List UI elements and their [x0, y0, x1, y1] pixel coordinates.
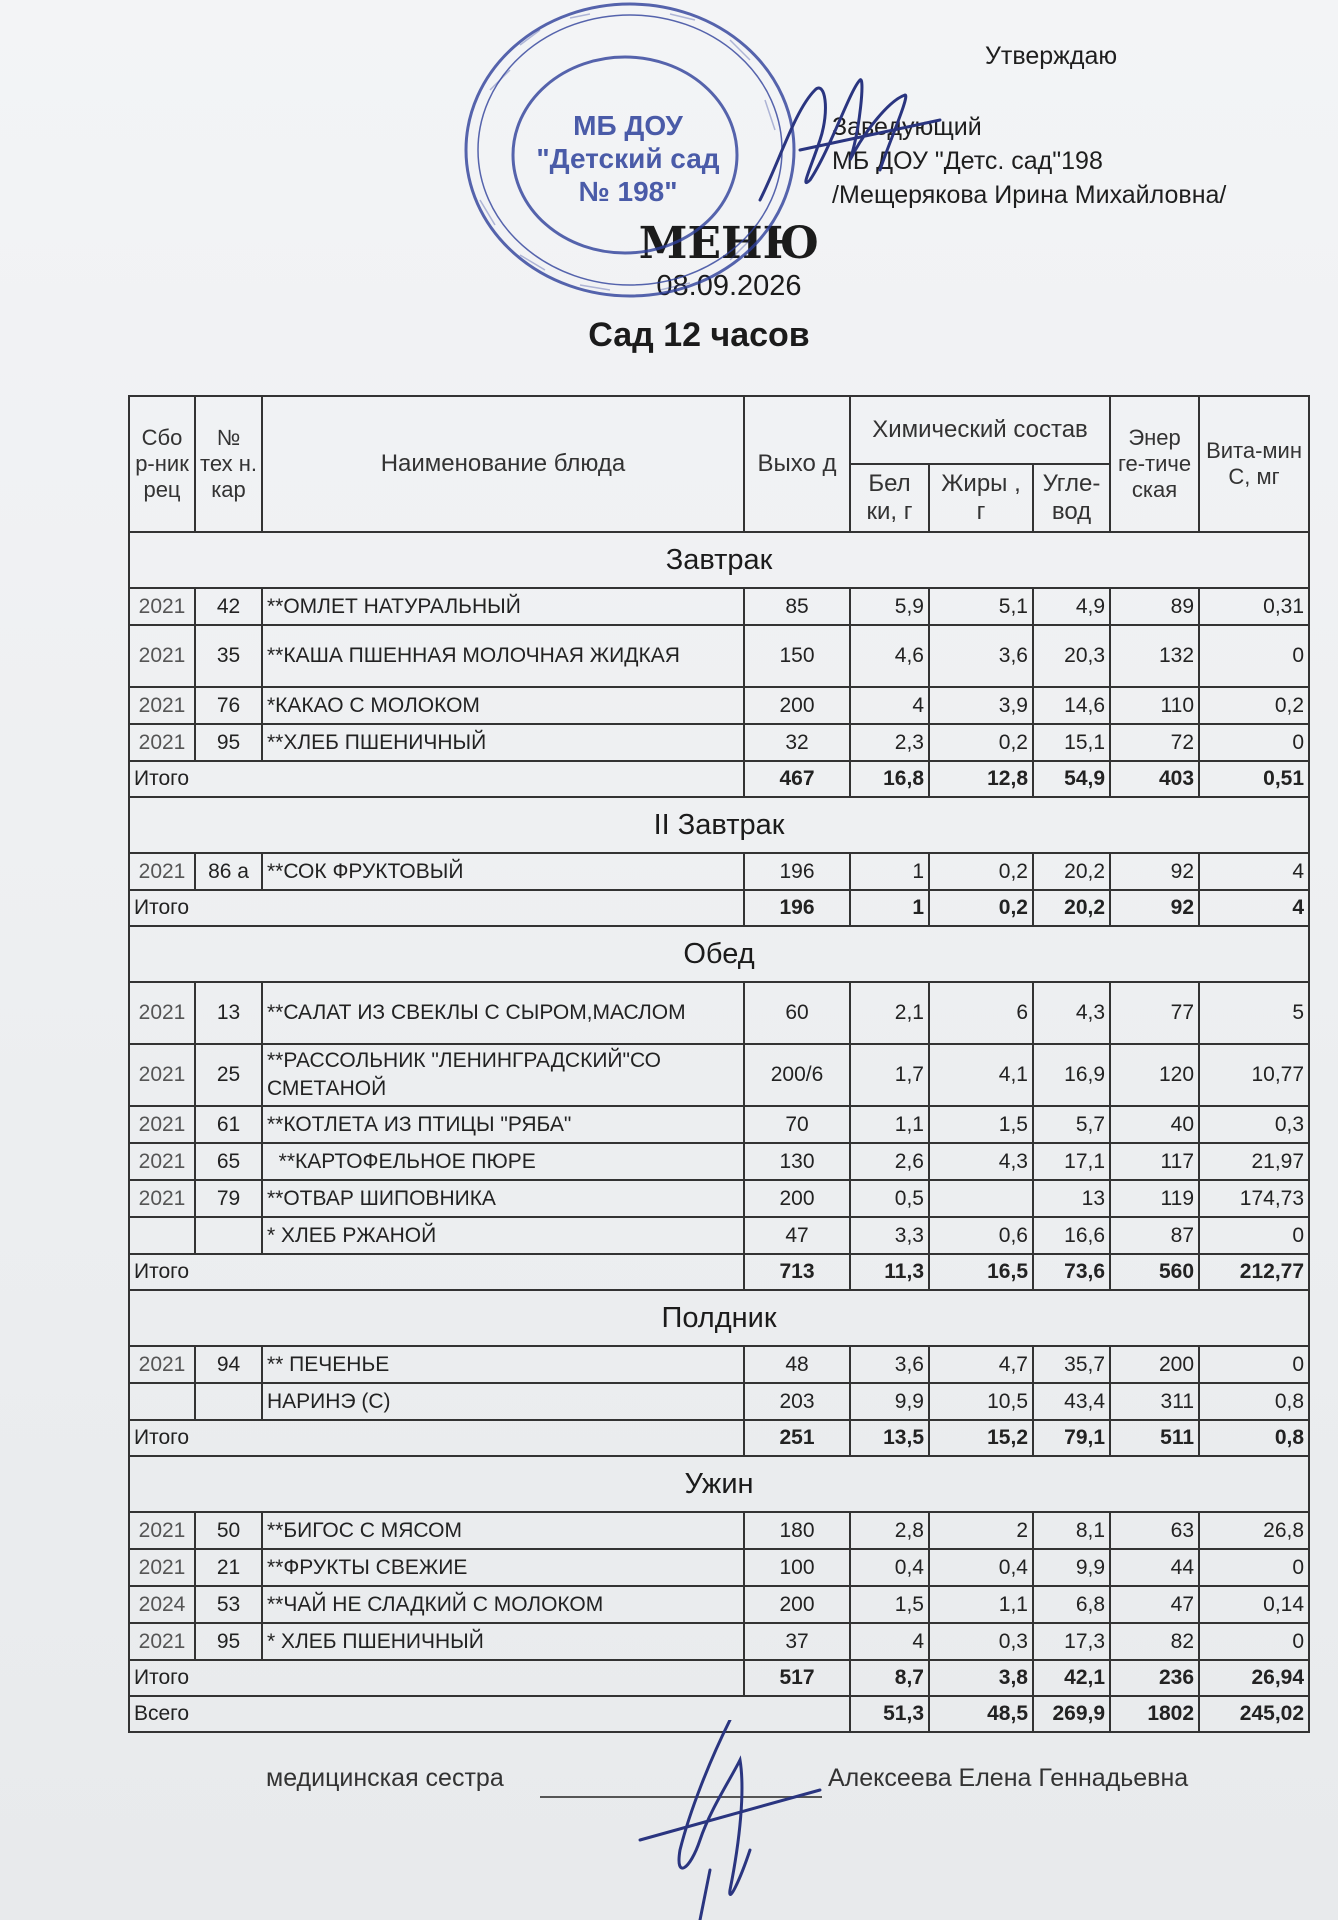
cell-carbs: 4,3	[1033, 982, 1110, 1044]
total-proteins: 8,7	[850, 1660, 929, 1696]
cell-tech-card: 65	[195, 1143, 262, 1180]
approval-position: Заведующий	[832, 113, 982, 141]
cell-carbs: 13	[1033, 1180, 1110, 1217]
cell-energy: 200	[1110, 1346, 1199, 1383]
section-header-row	[129, 797, 1309, 853]
cell-yield: 200	[744, 1586, 850, 1623]
cell-energy: 120	[1110, 1044, 1199, 1106]
cell-carbs: 43,4	[1033, 1383, 1110, 1420]
cell-tech-card: 25	[195, 1044, 262, 1106]
cell-yield: 60	[744, 982, 850, 1044]
cell-tech-card: 13	[195, 982, 262, 1044]
director-signature	[740, 50, 970, 230]
seal-line1: МБ ДОУ	[573, 110, 683, 141]
header-fats: Жиры , г	[929, 464, 1033, 532]
cell-vitamin-c: 0	[1199, 1217, 1309, 1254]
cell-energy: 119	[1110, 1180, 1199, 1217]
cell-proteins: 4,6	[850, 625, 929, 687]
cell-energy: 92	[1110, 853, 1199, 890]
cell-energy: 132	[1110, 625, 1199, 687]
cell-tech-card	[195, 1383, 262, 1420]
total-yield: 251	[744, 1420, 850, 1456]
cell-vitamin-c: 0	[1199, 724, 1309, 761]
cell-proteins: 0,5	[850, 1180, 929, 1217]
total-carbs: 54,9	[1033, 761, 1110, 797]
cell-yield: 48	[744, 1346, 850, 1383]
cell-vitamin-c: 0,3	[1199, 1106, 1309, 1143]
cell-energy: 72	[1110, 724, 1199, 761]
cell-fats: 0,4	[929, 1549, 1033, 1586]
table-row	[129, 1346, 1309, 1383]
seal-line2: "Детский сад	[536, 143, 720, 174]
cell-dish-name: **ФРУКТЫ СВЕЖИЕ	[262, 1549, 744, 1586]
section-title: Завтрак	[129, 532, 1309, 588]
menu-title: МЕНЮ	[638, 218, 820, 269]
cell-fats: 10,5	[929, 1383, 1033, 1420]
cell-proteins: 5,9	[850, 588, 929, 625]
table-row	[129, 1623, 1309, 1660]
cell-sbornik: 2021	[129, 1044, 195, 1106]
cell-fats: 6	[929, 982, 1033, 1044]
table-row	[129, 625, 1309, 687]
cell-carbs: 16,6	[1033, 1217, 1110, 1254]
cell-sbornik: 2021	[129, 1549, 195, 1586]
cell-dish-name: **КАША ПШЕННАЯ МОЛОЧНАЯ ЖИДКАЯ	[262, 625, 744, 687]
cell-proteins: 1	[850, 853, 929, 890]
cell-carbs: 17,1	[1033, 1143, 1110, 1180]
total-vitamin-c: 4	[1199, 890, 1309, 926]
cell-dish-name: **ОТВАР ШИПОВНИКА	[262, 1180, 744, 1217]
cell-carbs: 9,9	[1033, 1549, 1110, 1586]
cell-energy: 117	[1110, 1143, 1199, 1180]
cell-sbornik: 2021	[129, 724, 195, 761]
cell-proteins: 0,4	[850, 1549, 929, 1586]
cell-energy: 89	[1110, 588, 1199, 625]
menu-subtitle: Сад 12 часов	[588, 316, 810, 354]
cell-sbornik: 2021	[129, 1623, 195, 1660]
cell-yield: 32	[744, 724, 850, 761]
table-row	[129, 1106, 1309, 1143]
cell-carbs: 4,9	[1033, 588, 1110, 625]
cell-vitamin-c: 174,73	[1199, 1180, 1309, 1217]
total-label: Итого	[129, 761, 744, 797]
total-proteins: 16,8	[850, 761, 929, 797]
cell-tech-card: 95	[195, 724, 262, 761]
cell-fats: 2	[929, 1512, 1033, 1549]
header-energy: Энер ге-тиче ская	[1110, 396, 1199, 532]
table-row	[129, 1549, 1309, 1586]
table-row	[129, 982, 1309, 1044]
cell-fats: 0,6	[929, 1217, 1033, 1254]
cell-sbornik	[129, 1383, 195, 1420]
section-header-row	[129, 532, 1309, 588]
cell-proteins: 4	[850, 1623, 929, 1660]
cell-fats: 3,6	[929, 625, 1033, 687]
cell-vitamin-c: 26,8	[1199, 1512, 1309, 1549]
cell-sbornik: 2021	[129, 982, 195, 1044]
cell-dish-name: **РАССОЛЬНИК "ЛЕНИНГРАДСКИЙ"СО СМЕТАНОЙ	[262, 1044, 744, 1106]
cell-vitamin-c: 0	[1199, 1549, 1309, 1586]
total-vitamin-c: 212,77	[1199, 1254, 1309, 1290]
cell-vitamin-c: 0,31	[1199, 588, 1309, 625]
cell-dish-name: **ЧАЙ НЕ СЛАДКИЙ С МОЛОКОМ	[262, 1586, 744, 1623]
cell-sbornik: 2021	[129, 625, 195, 687]
cell-proteins: 2,3	[850, 724, 929, 761]
grand-total-energy: 1802	[1110, 1696, 1199, 1732]
cell-fats: 0,2	[929, 853, 1033, 890]
cell-sbornik: 2021	[129, 1180, 195, 1217]
cell-fats: 4,1	[929, 1044, 1033, 1106]
total-yield: 196	[744, 890, 850, 926]
approval-title: Утверждаю	[985, 42, 1118, 70]
cell-vitamin-c: 5	[1199, 982, 1309, 1044]
cell-yield: 70	[744, 1106, 850, 1143]
total-yield: 517	[744, 1660, 850, 1696]
total-energy: 236	[1110, 1660, 1199, 1696]
cell-fats: 0,2	[929, 724, 1033, 761]
cell-proteins: 3,3	[850, 1217, 929, 1254]
total-vitamin-c: 26,94	[1199, 1660, 1309, 1696]
header-proteins: Бел ки, г	[850, 464, 929, 532]
section-title: Ужин	[129, 1456, 1309, 1512]
total-vitamin-c: 0,8	[1199, 1420, 1309, 1456]
total-fats: 15,2	[929, 1420, 1033, 1456]
section-header-row	[129, 1290, 1309, 1346]
total-vitamin-c: 0,51	[1199, 761, 1309, 797]
table-row	[129, 724, 1309, 761]
section-title: Обед	[129, 926, 1309, 982]
menu-body	[129, 532, 1309, 1732]
cell-carbs: 6,8	[1033, 1586, 1110, 1623]
cell-yield: 200	[744, 687, 850, 724]
cell-dish-name: НАРИНЭ (С)	[262, 1383, 744, 1420]
cell-carbs: 16,9	[1033, 1044, 1110, 1106]
table-row	[129, 1217, 1309, 1254]
cell-tech-card: 35	[195, 625, 262, 687]
cell-energy: 40	[1110, 1106, 1199, 1143]
total-fats: 3,8	[929, 1660, 1033, 1696]
table-row	[129, 853, 1309, 890]
cell-carbs: 35,7	[1033, 1346, 1110, 1383]
cell-energy: 87	[1110, 1217, 1199, 1254]
section-title: II Завтрак	[129, 797, 1309, 853]
total-label: Итого	[129, 1254, 744, 1290]
header-chemical: Химический состав	[850, 396, 1110, 464]
cell-tech-card: 76	[195, 687, 262, 724]
cell-sbornik: 2021	[129, 1106, 195, 1143]
total-energy: 511	[1110, 1420, 1199, 1456]
seal-line3: № 198"	[578, 176, 678, 207]
approval-name: /Мещерякова Ирина Михайловна/	[832, 181, 1227, 209]
cell-carbs: 20,2	[1033, 853, 1110, 890]
cell-sbornik: 2021	[129, 1143, 195, 1180]
cell-yield: 196	[744, 853, 850, 890]
cell-yield: 37	[744, 1623, 850, 1660]
cell-fats: 0,3	[929, 1623, 1033, 1660]
footer-position: медицинская сестра	[266, 1764, 504, 1792]
cell-dish-name: **САЛАТ ИЗ СВЕКЛЫ С СЫРОМ,МАСЛОМ	[262, 982, 744, 1044]
cell-energy: 47	[1110, 1586, 1199, 1623]
cell-vitamin-c: 0	[1199, 1346, 1309, 1383]
cell-energy: 311	[1110, 1383, 1199, 1420]
cell-tech-card: 53	[195, 1586, 262, 1623]
table-row	[129, 1180, 1309, 1217]
total-yield: 467	[744, 761, 850, 797]
total-proteins: 11,3	[850, 1254, 929, 1290]
cell-yield: 200	[744, 1180, 850, 1217]
cell-dish-name: * ХЛЕБ РЖАНОЙ	[262, 1217, 744, 1254]
cell-yield: 47	[744, 1217, 850, 1254]
cell-tech-card: 50	[195, 1512, 262, 1549]
total-energy: 560	[1110, 1254, 1199, 1290]
section-title: Полдник	[129, 1290, 1309, 1346]
total-fats: 0,2	[929, 890, 1033, 926]
total-label: Итого	[129, 890, 744, 926]
grand-total-proteins: 51,3	[850, 1696, 929, 1732]
total-carbs: 42,1	[1033, 1660, 1110, 1696]
total-fats: 12,8	[929, 761, 1033, 797]
cell-yield: 130	[744, 1143, 850, 1180]
cell-yield: 150	[744, 625, 850, 687]
cell-sbornik: 2021	[129, 853, 195, 890]
total-proteins: 1	[850, 890, 929, 926]
cell-vitamin-c: 0,2	[1199, 687, 1309, 724]
cell-vitamin-c: 0,14	[1199, 1586, 1309, 1623]
total-energy: 92	[1110, 890, 1199, 926]
cell-sbornik: 2024	[129, 1586, 195, 1623]
cell-dish-name: **КОТЛЕТА ИЗ ПТИЦЫ "РЯБА"	[262, 1106, 744, 1143]
header-vitamin-c: Вита-мин С, мг	[1199, 396, 1309, 532]
total-row	[129, 761, 1309, 797]
cell-carbs: 20,3	[1033, 625, 1110, 687]
total-row	[129, 1254, 1309, 1290]
cell-vitamin-c: 0,8	[1199, 1383, 1309, 1420]
cell-dish-name: **БИГОС С МЯСОМ	[262, 1512, 744, 1549]
grand-total-label: Всего	[129, 1696, 850, 1732]
total-row	[129, 1660, 1309, 1696]
cell-proteins: 1,5	[850, 1586, 929, 1623]
cell-yield: 200/6	[744, 1044, 850, 1106]
cell-proteins: 3,6	[850, 1346, 929, 1383]
header-yield: Выхо д	[744, 396, 850, 532]
cell-carbs: 17,3	[1033, 1623, 1110, 1660]
footer-name: Алексеева Елена Геннадьевна	[828, 1764, 1189, 1792]
cell-dish-name: **СОК ФРУКТОВЫЙ	[262, 853, 744, 890]
cell-yield: 180	[744, 1512, 850, 1549]
table-row	[129, 588, 1309, 625]
cell-tech-card	[195, 1217, 262, 1254]
cell-energy: 82	[1110, 1623, 1199, 1660]
total-carbs: 20,2	[1033, 890, 1110, 926]
cell-vitamin-c: 0	[1199, 625, 1309, 687]
cell-vitamin-c: 4	[1199, 853, 1309, 890]
menu-date: 08.09.2026	[656, 270, 802, 302]
header-dish-name: Наименование блюда	[262, 396, 744, 532]
total-carbs: 73,6	[1033, 1254, 1110, 1290]
cell-tech-card: 21	[195, 1549, 262, 1586]
cell-fats: 5,1	[929, 588, 1033, 625]
total-yield: 713	[744, 1254, 850, 1290]
cell-fats: 4,7	[929, 1346, 1033, 1383]
cell-dish-name: **ОМЛЕТ НАТУРАЛЬНЫЙ	[262, 588, 744, 625]
total-row	[129, 890, 1309, 926]
cell-carbs: 15,1	[1033, 724, 1110, 761]
cell-vitamin-c: 10,77	[1199, 1044, 1309, 1106]
cell-energy: 110	[1110, 687, 1199, 724]
cell-vitamin-c: 0	[1199, 1623, 1309, 1660]
table-row	[129, 687, 1309, 724]
table-row	[129, 1512, 1309, 1549]
cell-yield: 100	[744, 1549, 850, 1586]
cell-dish-name: *КАКАО С МОЛОКОМ	[262, 687, 744, 724]
cell-sbornik: 2021	[129, 1346, 195, 1383]
total-proteins: 13,5	[850, 1420, 929, 1456]
header-tech-card: № тех н. кар	[195, 396, 262, 532]
cell-sbornik: 2021	[129, 588, 195, 625]
cell-tech-card: 94	[195, 1346, 262, 1383]
cell-dish-name: ** ПЕЧЕНЬЕ	[262, 1346, 744, 1383]
cell-tech-card: 79	[195, 1180, 262, 1217]
cell-fats	[929, 1180, 1033, 1217]
cell-proteins: 2,8	[850, 1512, 929, 1549]
cell-sbornik	[129, 1217, 195, 1254]
cell-proteins: 1,7	[850, 1044, 929, 1106]
grand-total-carbs: 269,9	[1033, 1696, 1110, 1732]
cell-dish-name: **ХЛЕБ ПШЕНИЧНЫЙ	[262, 724, 744, 761]
cell-tech-card: 95	[195, 1623, 262, 1660]
cell-sbornik: 2021	[129, 687, 195, 724]
total-fats: 16,5	[929, 1254, 1033, 1290]
table-row	[129, 1044, 1309, 1106]
cell-carbs: 5,7	[1033, 1106, 1110, 1143]
nurse-signature	[600, 1720, 840, 1920]
cell-proteins: 2,1	[850, 982, 929, 1044]
section-header-row	[129, 1456, 1309, 1512]
cell-proteins: 4	[850, 687, 929, 724]
cell-yield: 203	[744, 1383, 850, 1420]
cell-fats: 1,5	[929, 1106, 1033, 1143]
total-label: Итого	[129, 1660, 744, 1696]
table-row	[129, 1143, 1309, 1180]
table-row	[129, 1383, 1309, 1420]
table-row	[129, 1586, 1309, 1623]
cell-energy: 44	[1110, 1549, 1199, 1586]
cell-dish-name: * ХЛЕБ ПШЕНИЧНЫЙ	[262, 1623, 744, 1660]
cell-dish-name: **КАРТОФЕЛЬНОЕ ПЮРЕ	[262, 1143, 744, 1180]
cell-proteins: 9,9	[850, 1383, 929, 1420]
cell-tech-card: 61	[195, 1106, 262, 1143]
cell-carbs: 8,1	[1033, 1512, 1110, 1549]
header-carbs: Угле-вод	[1033, 464, 1110, 532]
cell-fats: 1,1	[929, 1586, 1033, 1623]
total-row	[129, 1420, 1309, 1456]
grand-total-fats: 48,5	[929, 1696, 1033, 1732]
cell-proteins: 2,6	[850, 1143, 929, 1180]
cell-tech-card: 42	[195, 588, 262, 625]
cell-carbs: 14,6	[1033, 687, 1110, 724]
header-sbornik: Сбо р-ник рец	[129, 396, 195, 532]
cell-energy: 63	[1110, 1512, 1199, 1549]
cell-sbornik: 2021	[129, 1512, 195, 1549]
cell-proteins: 1,1	[850, 1106, 929, 1143]
total-energy: 403	[1110, 761, 1199, 797]
menu-table	[128, 395, 1310, 1733]
cell-fats: 4,3	[929, 1143, 1033, 1180]
approval-organization: МБ ДОУ "Детс. сад"198	[832, 147, 1103, 175]
cell-tech-card: 86 а	[195, 853, 262, 890]
cell-yield: 85	[744, 588, 850, 625]
cell-vitamin-c: 21,97	[1199, 1143, 1309, 1180]
total-carbs: 79,1	[1033, 1420, 1110, 1456]
cell-fats: 3,9	[929, 687, 1033, 724]
total-label: Итого	[129, 1420, 744, 1456]
cell-energy: 77	[1110, 982, 1199, 1044]
grand-total-vitamin-c: 245,02	[1199, 1696, 1309, 1732]
section-header-row	[129, 926, 1309, 982]
